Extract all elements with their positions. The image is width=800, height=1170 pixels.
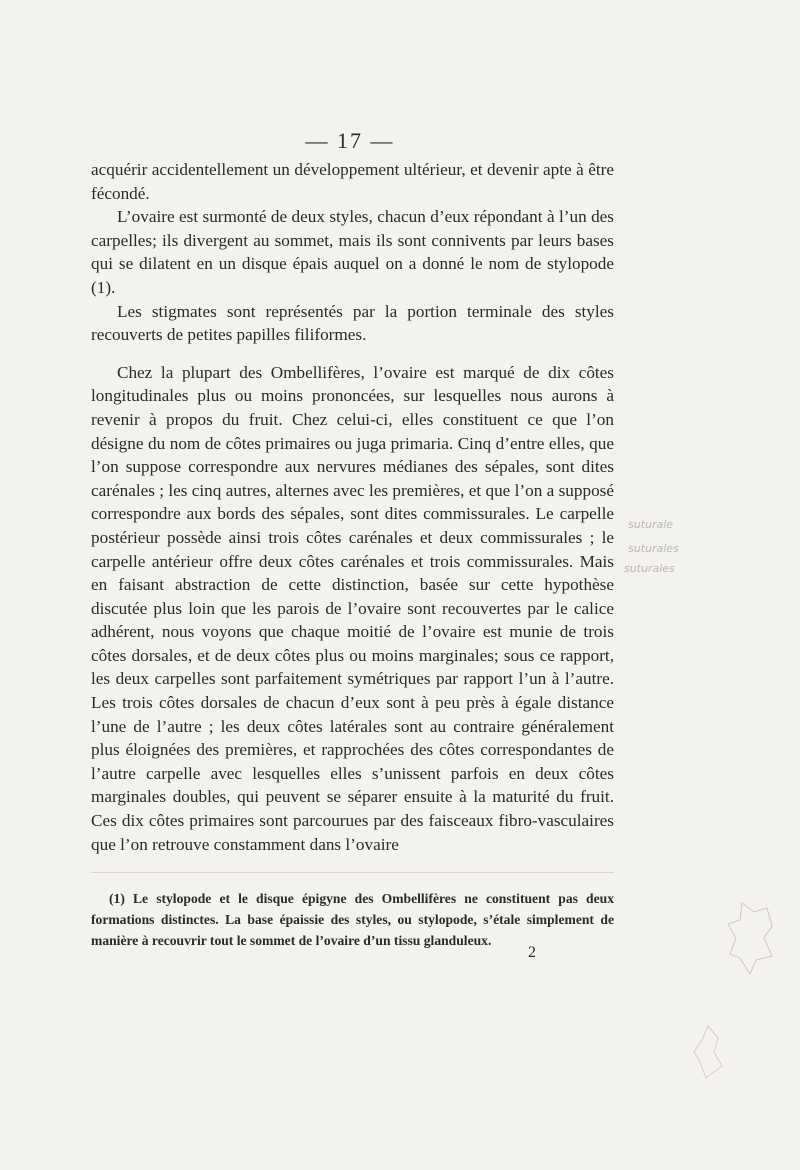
margin-annotation: suturale bbox=[628, 518, 674, 531]
footnote-rule bbox=[91, 872, 614, 873]
paragraph: L’ovaire est surmonté de deux styles, chacun d’eux répondant à l’un des carpelles; ils divergent au sommet, mais ils sont connivents par leurs bases qui se dilatent en un disque épais auquel on a donné le nom de stylopode (1). bbox=[91, 207, 614, 297]
margin-annotation: suturales bbox=[624, 562, 675, 575]
margin-annotation: suturales bbox=[628, 542, 679, 555]
footnote bbox=[91, 888, 614, 951]
signature-mark: 2 bbox=[528, 944, 536, 961]
paragraph: acquérir accidentellement un développement ultérieur, et devenir apte à être fécondé. bbox=[91, 160, 614, 203]
paper-stain-icon bbox=[722, 898, 782, 978]
body-text bbox=[91, 158, 614, 856]
paper-stain-icon bbox=[690, 1022, 730, 1082]
paragraph: Les stigmates sont représentés par la portion terminale des styles recouverts de petites papilles filiformes. bbox=[91, 301, 614, 345]
paragraph: Chez la plupart des Ombellifères, l’ovaire est marqué de dix côtes longitudinales plus ou moins prononcées, sur lesquelles nous aurons à revenir à propos du fruit. Chez celui-ci, elles constituent ce que l’on désigne du nom de côtes primaires ou juga primaria. Cinq d’entre elles, que l’on suppose correspondre aux nervures médianes des sépales, sont dites carénales ; les cinq autres, alternes avec les premières, et que l’on a supposé correspondre aux bords des sépales, sont dites commissurales. Le carpelle postérieur possède ainsi trois côtes carénales et deux commissurales ; le carpelle antérieur offre deux côtes carénales et trois commissurales. Mais en faisant abstraction de cette distinction, basée sur cette hypothèse discutée plus loin que les parois de l’ovaire sont recouvertes par le calice adhérent, nous voyons que chaque moitié de l’ovaire est munie de trois côtes dorsales, et de deux côtes plus ou moins marginales; sous ce rapport, les deux carpelles sont parfaitement symétriques par rapport l’un à l’autre. Les trois côtes dorsales de chacun d’eux sont à peu près à égale distance l’une de l’autre ; les deux côtes latérales sont au contraire généralement plus éloignées des premières, et rapprochées des côtes correspondantes de l’autre carpelle avec lesquelles elles s’unissent parfois en deux côtes marginales doubles, qui peuvent se séparer ensuite à la maturité du fruit. Ces dix côtes primaires sont parcourues par des faisceaux fibro-vasculaires que l’on retrouve constamment dans l’ovaire bbox=[91, 362, 614, 854]
footnote-text: (1) Le stylopode et le disque épigyne des Ombellifères ne constituent pas deux formations distinctes. La base épaissie des styles, ou stylopode, s’étale simplement de manière à recouvrir tout le sommet de l’ovaire d’un tissu glanduleux. bbox=[91, 891, 614, 948]
page-number: — 17 — bbox=[305, 128, 395, 153]
